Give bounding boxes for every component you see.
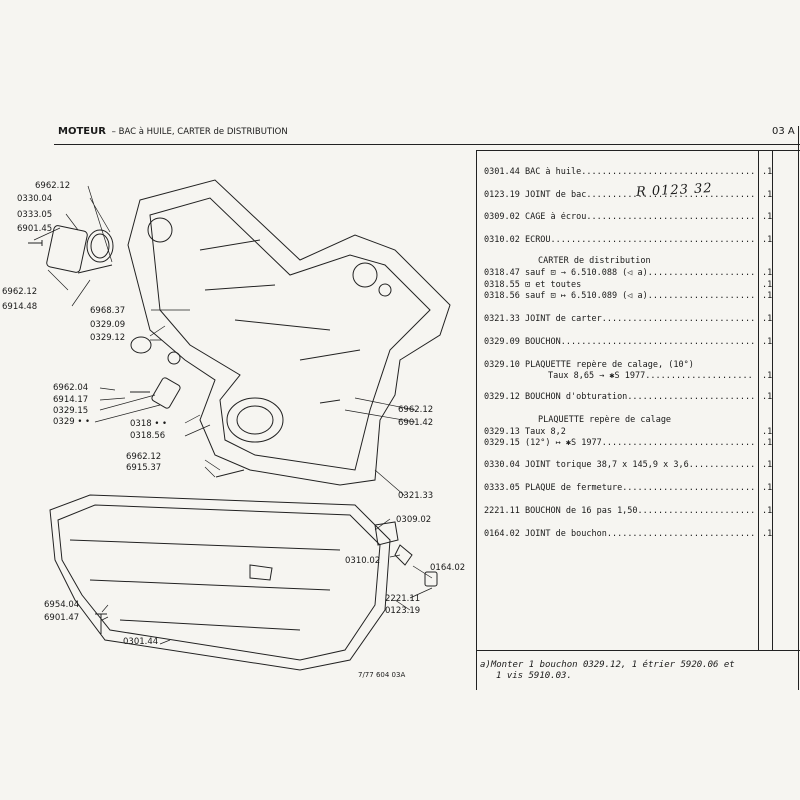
part-ref: 0329.15 xyxy=(484,438,520,448)
callout-label: 0318.56 xyxy=(130,431,166,441)
timing-case-outline xyxy=(128,180,450,485)
part-ref: 0333.05 xyxy=(484,483,520,493)
plug xyxy=(168,352,180,364)
callout-label: 6962.12 xyxy=(35,181,71,191)
callout-label: 0321.33 xyxy=(398,491,434,501)
part-qty: .1 xyxy=(762,190,773,200)
callout-label: 6962.12 xyxy=(126,452,162,462)
part-qty: .1 xyxy=(762,235,773,245)
callout-label: 6962.04 xyxy=(53,383,89,393)
callout-label: 0310.02 xyxy=(345,556,381,566)
callout-label: 0329.12 xyxy=(90,333,126,343)
parts-row xyxy=(484,337,754,347)
part-desc: JOINT torique 38,7 x 145,9 x 3,6 xyxy=(524,460,689,470)
callout-label: 6901.47 xyxy=(44,613,80,623)
part-desc: PLAQUETTE repère de calage, (10°) xyxy=(524,360,694,370)
part-ref: 0318.56 xyxy=(484,291,520,301)
callout-label: 6954.04 xyxy=(44,600,80,610)
parts-row xyxy=(484,314,754,324)
part-desc: Taux 8,65 → ✱S 1977 xyxy=(548,371,646,381)
header-rule xyxy=(54,144,800,145)
bolt xyxy=(320,400,340,403)
bolt xyxy=(28,240,112,273)
part-desc: CARTER de distribution xyxy=(538,256,651,266)
callout-label: 0330.04 xyxy=(17,194,53,204)
footnote-line: 1 vis 5910.03. xyxy=(496,671,572,681)
parts-row xyxy=(484,167,754,177)
part-ref: 0329.09 xyxy=(484,337,520,347)
callout-label: 6962.12 xyxy=(2,287,38,297)
part-desc: BAC à huile xyxy=(524,167,582,177)
footnote-line: a)Monter 1 bouchon 0329.12, 1 étrier 5920.06 et xyxy=(480,660,735,670)
page-header xyxy=(58,126,288,137)
part-qty: .1 xyxy=(762,280,773,290)
table-divider xyxy=(758,150,759,650)
part-desc: Taux 8,2 xyxy=(524,427,566,437)
page-right-border xyxy=(798,126,799,690)
timing-plate xyxy=(151,377,181,410)
callout-label: 2221.11 xyxy=(385,594,421,604)
callout-label: 6915.37 xyxy=(126,463,162,473)
handwritten-note: R 0123 32 xyxy=(635,181,714,200)
part-ref: 0330.04 xyxy=(484,460,520,470)
callout-label: 0318 • • xyxy=(130,419,168,429)
part-qty: .1 xyxy=(762,483,773,493)
timing-case-inner xyxy=(150,198,430,470)
parts-row xyxy=(484,212,754,222)
part-qty: .1 xyxy=(762,212,773,222)
parts-row xyxy=(484,483,754,493)
callout-label: 6962.12 xyxy=(398,405,434,415)
part-ref: 0123.19 xyxy=(484,190,520,200)
part-ref: 0329.12 xyxy=(484,392,520,402)
parts-row xyxy=(484,280,754,290)
part-desc: JOINT de carter xyxy=(524,314,602,324)
part-qty: .1 xyxy=(762,314,773,324)
parts-row xyxy=(484,190,754,200)
part-desc: ⊡ et toutes xyxy=(524,280,582,290)
part-desc: PLAQUETTE repère de calage xyxy=(538,415,672,425)
part-qty: .1 xyxy=(762,506,773,516)
callout-label: 6901.42 xyxy=(398,418,434,428)
callout-label: 6968.37 xyxy=(90,306,126,316)
part-qty: .1 xyxy=(762,460,773,470)
callout-label: 0333.05 xyxy=(17,210,53,220)
parts-row xyxy=(484,291,754,301)
table-left-border xyxy=(476,150,477,690)
part-desc: JOINT de bouchon xyxy=(524,529,607,539)
callout-label: 6914.48 xyxy=(2,302,38,312)
parts-row xyxy=(484,460,754,470)
callout-label: 0164.02 xyxy=(430,563,466,573)
callout-label: 6914.17 xyxy=(53,395,89,405)
callout-label: 0329.15 xyxy=(53,406,89,416)
part-ref: 0329.13 xyxy=(484,427,520,437)
part-desc: CAGE à écrou xyxy=(524,212,587,222)
drawing-reference: 7/77 604 03A xyxy=(358,671,406,679)
callout-label: 0309.02 xyxy=(396,515,432,525)
crank-seal-bore xyxy=(227,398,283,442)
part-ref: 2221.11 xyxy=(484,506,520,516)
parts-row xyxy=(548,371,754,381)
part-qty: .1 xyxy=(762,371,773,381)
part-ref: 0318.55 xyxy=(484,280,520,290)
parts-row xyxy=(484,438,754,448)
cam-bore-right xyxy=(353,263,377,287)
parts-row xyxy=(484,392,754,402)
page-title: MOTEUR xyxy=(58,126,106,137)
part-qty: .1 xyxy=(762,529,773,539)
part-desc: sauf ⊡ → 6.510.088 (◁ a) xyxy=(524,268,648,278)
part-desc: PLAQUE de fermeture xyxy=(524,483,623,493)
part-desc: BOUCHON de 16 pas 1,50 xyxy=(524,506,638,516)
part-ref: 0164.02 xyxy=(484,529,520,539)
part-ref: 0310.02 xyxy=(484,235,520,245)
parts-row xyxy=(484,427,754,437)
parts-row xyxy=(484,235,754,245)
part-ref: 0318.47 xyxy=(484,268,520,278)
oil-pan-flange xyxy=(58,505,380,660)
parts-row xyxy=(538,415,800,425)
part-desc: BOUCHON xyxy=(524,337,561,347)
oil-pan-outline xyxy=(50,495,390,670)
part-desc: ECROU xyxy=(524,235,551,245)
part-ref: 0301.44 xyxy=(484,167,520,177)
nut-cage-pan xyxy=(250,565,272,580)
part-desc: JOINT de bac xyxy=(524,190,587,200)
page-code: 03 A xyxy=(772,126,795,137)
callout-label: 0329 • • xyxy=(53,417,91,427)
nut-cage xyxy=(375,522,412,565)
part-ref: 0321.33 xyxy=(484,314,520,324)
parts-row xyxy=(484,268,754,278)
part-qty: .1 xyxy=(762,167,773,177)
part-ref: 0329.10 xyxy=(484,360,520,370)
page-subtitle: – BAC à HUILE, CARTER de DISTRIBUTION xyxy=(111,127,288,137)
drain-plug xyxy=(425,572,437,586)
part-qty: .1 xyxy=(762,392,773,402)
table-top-rule xyxy=(476,150,800,151)
part-ref: 0309.02 xyxy=(484,212,520,222)
part-qty: .1 xyxy=(762,268,773,278)
part-desc: BOUCHON d'obturation xyxy=(524,392,628,402)
callout-label: 0301.44 xyxy=(123,637,159,647)
plug-cap xyxy=(131,337,151,353)
footnote xyxy=(480,660,735,682)
callout-label: 0123.19 xyxy=(385,606,421,616)
part-qty: .1 xyxy=(762,291,773,301)
part-qty: .1 xyxy=(762,427,773,437)
table-bottom-rule xyxy=(476,650,800,651)
cover-plate xyxy=(46,225,88,273)
parts-row xyxy=(484,506,754,516)
parts-row xyxy=(484,529,754,539)
part-desc: (12°) ↦ ✱S 1977 xyxy=(524,438,602,448)
part-desc: sauf ⊡ ↦ 6.510.089 (◁ a) xyxy=(524,291,648,301)
parts-row xyxy=(538,256,800,266)
part-qty: .1 xyxy=(762,438,773,448)
parts-row xyxy=(484,360,754,370)
part-qty: .1 xyxy=(762,337,773,347)
callout-label: 0329.09 xyxy=(90,320,126,330)
callout-label: 6901.45 xyxy=(17,224,53,234)
